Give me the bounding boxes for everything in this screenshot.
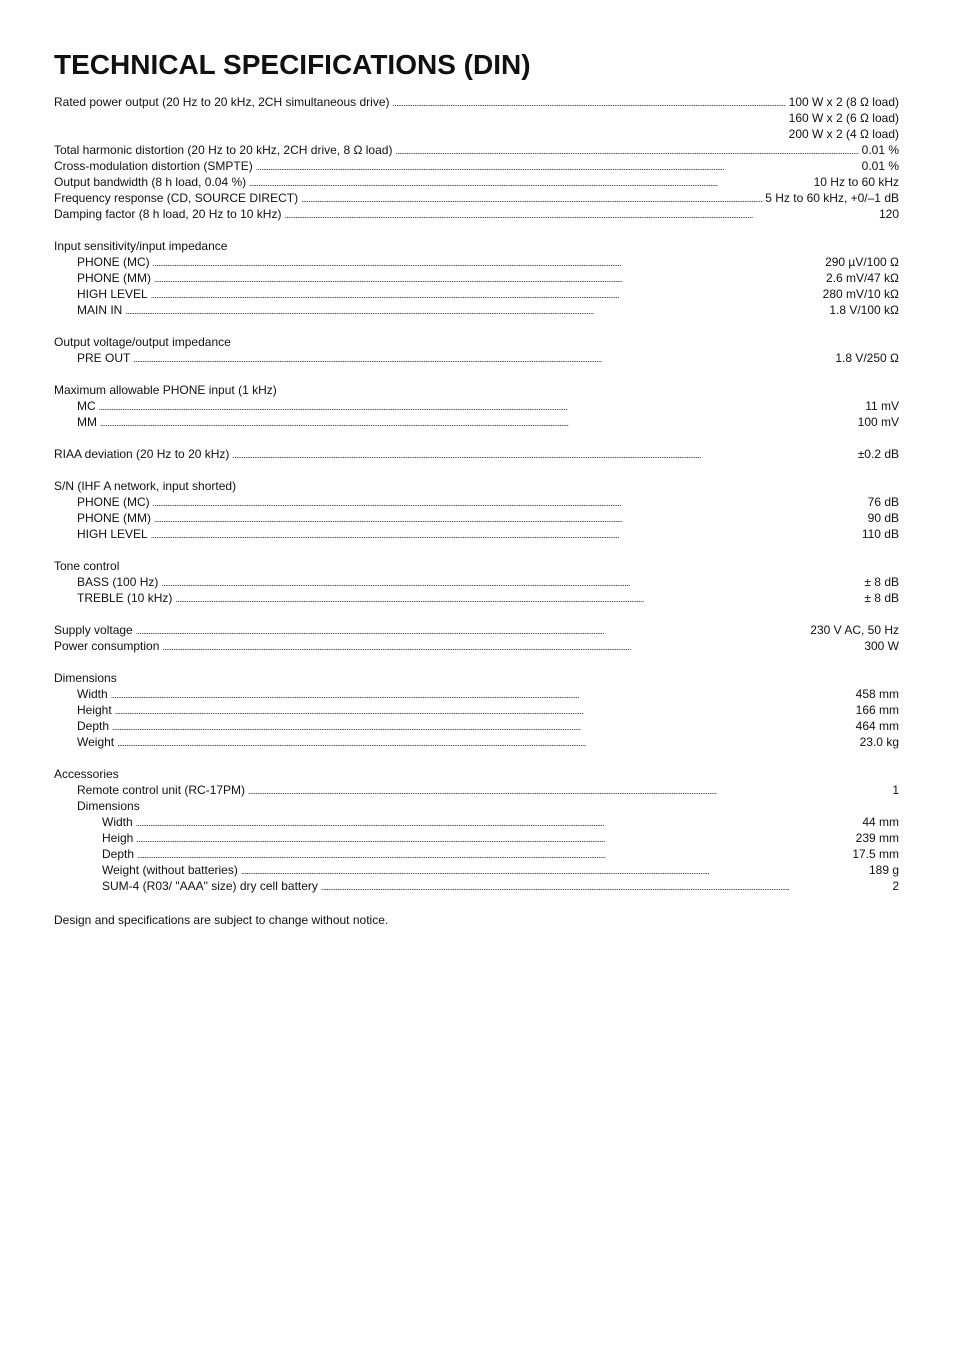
spec-value: 166 mm [855,703,899,717]
dot-leader [133,350,832,367]
spec-value-continued: 200 W x 2 (4 Ω load) [788,127,899,141]
spec-label: PHONE (MC) [77,255,150,269]
spec-value: 5 Hz to 60 kHz, +0/–1 dB [765,191,899,205]
spec-value: 239 mm [855,831,899,845]
spec-row [54,270,899,286]
spec-value: 17.5 mm [852,847,899,861]
spec-value: 0.01 % [861,159,899,173]
dot-leader [112,718,853,735]
section-heading: Dimensions [54,671,117,685]
spec-row [54,494,899,510]
spec-row [54,830,899,846]
spec-label: Width [77,687,108,701]
dot-leader [125,302,826,319]
dot-leader [99,398,863,415]
dot-leader [136,622,808,639]
section-heading: Output voltage/output impedance [54,335,231,349]
spec-label: PHONE (MM) [77,511,151,525]
dot-leader [153,494,865,511]
dot-leader [321,878,889,895]
spec-row [54,622,899,638]
spec-value-continued: 160 W x 2 (6 Ω load) [788,111,899,125]
spec-label: Height [77,703,112,717]
spec-label: Cross-modulation distortion (SMPTE) [54,159,253,173]
spec-label: Depth [102,847,135,861]
spec-value: 464 mm [855,719,899,733]
spec-value: 110 dB [861,527,899,541]
spec-row [54,846,899,862]
dot-leader [136,814,860,831]
spec-row [54,286,899,302]
spec-row [54,302,899,318]
spec-label: MC [77,399,96,413]
dot-leader [249,174,811,191]
spec-label: Rated power output (20 Hz to 20 kHz, 2CH simultaneous drive) [54,95,390,109]
spec-row [54,174,899,190]
spec-value: 100 mV [857,415,899,429]
dot-leader [175,590,861,607]
spec-row [54,878,899,894]
spec-label: PRE OUT [77,351,131,365]
section-heading: Accessories [54,767,119,781]
disclaimer-note: Design and specifications are subject to change without notice. [54,913,389,927]
spec-label: SUM-4 (R03/ "AAA" size) dry cell battery [102,879,318,893]
spec-value: 1.8 V/100 kΩ [829,303,899,317]
spec-row [54,814,899,830]
spec-row-rated-power [54,94,899,110]
section-heading: Input sensitivity/input impedance [54,239,228,253]
spec-label: Weight (without batteries) [102,863,238,877]
spec-label: Depth [77,719,110,733]
spec-value: 1 [892,783,899,797]
spec-label: BASS (100 Hz) [77,575,159,589]
dot-leader [153,254,822,271]
spec-label: Width [102,815,133,829]
spec-row [54,718,899,734]
spec-value: 0.01 % [861,143,899,157]
page-title: TECHNICAL SPECIFICATIONS (DIN) [54,49,531,80]
section-heading: Tone control [54,559,120,573]
spec-label: TREBLE (10 kHz) [77,591,173,605]
dot-leader [151,526,859,543]
spec-label: Supply voltage [54,623,133,637]
spec-row [54,350,899,366]
spec-label: Remote control unit (RC-17PM) [77,783,246,797]
spec-value: 76 dB [867,495,899,509]
spec-value: 100 W x 2 (8 Ω load) [788,95,899,109]
spec-value: 300 W [864,639,899,653]
dot-leader [241,862,866,879]
spec-value: 44 mm [862,815,899,829]
section-heading: Maximum allowable PHONE input (1 kHz) [54,383,277,397]
spec-value: 280 mV/10 kΩ [822,287,899,301]
spec-value: ± 8 dB [864,591,899,605]
dot-leader [248,782,889,799]
spec-label: Weight [77,735,115,749]
dot-leader [117,734,856,751]
spec-row [54,510,899,526]
spec-value: 23.0 kg [859,735,899,749]
spec-row [54,142,899,158]
dot-leader [136,830,852,847]
dot-leader [301,190,762,207]
spec-value: 2 [892,879,899,893]
dot-leader [284,206,876,223]
spec-label: PHONE (MM) [77,271,151,285]
spec-value: 90 dB [867,511,899,525]
spec-label: Heigh [102,831,134,845]
spec-label: MAIN IN [77,303,123,317]
dot-leader [111,686,853,703]
spec-value: 290 µV/100 Ω [825,255,899,269]
spec-label: MM [77,415,97,429]
dot-leader [256,158,859,175]
spec-row [54,398,899,414]
spec-value: ±0.2 dB [857,447,899,461]
spec-row [54,206,899,222]
spec-row [54,190,899,206]
spec-row [54,862,899,878]
dot-leader [154,270,823,287]
dot-leader [137,846,849,863]
spec-row-riaa [54,446,899,462]
spec-value: 458 mm [855,687,899,701]
spec-row [54,574,899,590]
spec-label: Frequency response (CD, SOURCE DIRECT) [54,191,299,205]
spec-label: Output bandwidth (8 h load, 0.04 %) [54,175,247,189]
spec-label: Total harmonic distortion (20 Hz to 20 kHz, 2CH drive, 8 Ω load) [54,143,393,157]
dot-leader [232,446,854,463]
spec-row [54,734,899,750]
dot-leader [154,510,865,527]
dot-leader [395,142,858,159]
spec-row [54,638,899,654]
spec-row [54,686,899,702]
spec-value: ± 8 dB [864,575,899,589]
subsection-heading: Dimensions [77,799,140,813]
spec-label: Damping factor (8 h load, 20 Hz to 10 kHz) [54,207,282,221]
dot-leader [151,286,820,303]
spec-value: 120 [878,207,899,221]
spec-value: 1.8 V/250 Ω [835,351,899,365]
dot-leader [115,702,853,719]
spec-label: PHONE (MC) [77,495,150,509]
spec-list [54,94,899,894]
dot-leader [393,94,786,111]
section-heading: S/N (IHF A network, input shorted) [54,479,237,493]
spec-row [54,414,899,430]
dot-leader [161,574,861,591]
spec-row [54,254,899,270]
spec-value: 189 g [868,863,899,877]
spec-value: 2.6 mV/47 kΩ [825,271,899,285]
spec-value: 11 mV [865,399,899,413]
spec-row [54,782,899,798]
spec-row [54,702,899,718]
spec-row [54,158,899,174]
spec-value: 230 V AC, 50 Hz [810,623,899,637]
spec-label: HIGH LEVEL [77,527,148,541]
spec-label: HIGH LEVEL [77,287,148,301]
dot-leader [100,414,855,431]
spec-label: Power consumption [54,639,160,653]
dot-leader [162,638,861,655]
spec-value: 10 Hz to 60 kHz [813,175,899,189]
spec-label: RIAA deviation (20 Hz to 20 kHz) [54,447,230,461]
spec-row [54,526,899,542]
spec-row [54,590,899,606]
